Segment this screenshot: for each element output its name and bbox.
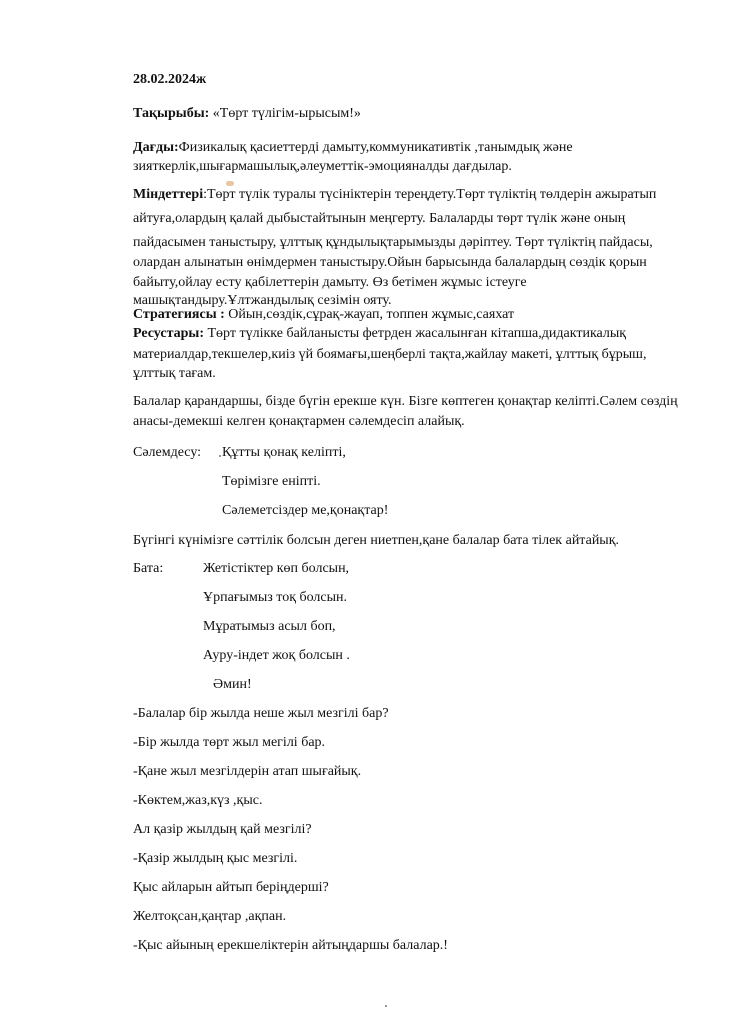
strategies-label: Стратегиясы : [133,307,225,322]
resources-line-1 [133,324,626,343]
tasks-line-2: айтуға,олардың қалай дыбыстайтынын меңгерту. Балаларды төрт түлік және оның [133,211,626,226]
dialogue-line-5: Ал қазір жылдың қай мезгілі? [133,822,312,837]
blessing-line-3: Мұратымыз асыл боп, [203,619,336,634]
tasks-text-1: :Төрт түлік туралы түсініктерін тереңдету.Төрт түліктің төлдерін ажыратып [203,187,657,202]
resources-line-2: материалдар,текшелер,киіз үй боямағы,шеңберлі тақта,жайлау макеті, ұлттық бұрыш, [133,347,647,362]
topic-line [133,104,361,123]
dialogue-line-8: Желтоқсан,қаңтар ,ақпан. [133,909,287,924]
greeting-line-1: Құтты қонақ келіпті, [222,445,346,460]
blessing-label: Бата: [133,561,164,576]
topic-label: Тақырыбы: [133,106,210,121]
scan-smudge [226,181,234,186]
dialogue-line-1: -Балалар бір жылда неше жыл мезгілі бар? [133,706,389,721]
blessing-line-2: Ұрпағымыз тоқ болсын. [203,590,348,605]
skills-line-1 [133,138,573,157]
blessing-line-1: Жетістіктер көп болсын, [203,561,350,576]
dialogue-line-9: -Қыс айының ерекшеліктерін айтыңдаршы балалар.! [133,938,448,953]
date: 28.02.2024ж [133,72,207,87]
blessing-line-4: Ауру-індет жоқ болсын . [203,648,350,663]
tasks-label: Міндеттері [133,187,204,202]
tasks-line-6: машықтандыру.Ұлтжандылық сезімін ояту. [133,293,392,308]
dialogue-line-3: -Қане жыл мезгілдерін атап шығайық. [133,764,362,779]
tasks-line-1 [133,185,656,204]
strategies-line [133,305,514,324]
scan-speck [219,455,221,457]
strategies-text: Ойын,сөздік,сұрақ-жауап, топпен жұмыс,саяхат [224,307,515,322]
greeting-line-2: Төрімізге еніпті. [222,474,321,489]
dialogue-line-7: Қыс айларын айтып беріңдерші? [133,880,329,895]
greeting-line-3: Сәлеметсіздер ме,қонақтар! [222,503,389,518]
dialogue-line-2: -Бір жылда төрт жыл мегілі бар. [133,735,326,750]
scan-speck [385,1005,387,1007]
tasks-line-3: пайдасымен таныстыру, ұлттық құндылықтарымызды дәріптеу. Төрт түліктің пайдасы, [133,235,653,250]
blessing-amen: Әмин! [213,677,252,692]
tasks-line-5: байыту,ойлау есту қабілеттерін дамыту. Өз бетімен жұмыс істеуге [133,275,527,290]
intro-line-1: Балалар қарандаршы, бізде бүгін ерекше күн. Бізге көптеген қонақтар келіпті.Сәлем сөздің [133,394,678,409]
intro-line-2: анасы-демекші келген қонақтармен сәлемдесіп алайық. [133,414,465,429]
dialogue-line-6: -Қазір жылдың қыс мезгілі. [133,851,298,866]
tasks-line-4: олардан алынатын өнімдермен таныстыру.Ойын барысында балалардың сөздік қорын [133,255,647,270]
topic-text: «Төрт түлігім-ырысым!» [209,106,361,121]
resources-text-1: Төрт түлікке байланысты фетрден жасалынған кітапша,дидактикалық [204,326,627,341]
skills-text-1: Физикалық қасиеттерді дамыту,коммуникативтік ,танымдық және [178,140,573,155]
dialogue-line-4: -Көктем,жаз,күз ,қыс. [133,793,263,808]
wish-intro: Бүгінгі күнімізге сәттілік болсын деген ниетпен,қане балалар бата тілек айтайық. [133,533,620,548]
skills-label: Дағды: [133,140,179,155]
resources-label: Ресустары: [133,326,204,341]
resources-line-3: ұлттық тағам. [133,366,216,381]
greeting-label: Сәлемдесу: [133,445,202,460]
skills-line-2: зияткерлік,шығармашылық,әлеуметтік-эмоцияналды дағдылар. [133,159,512,174]
